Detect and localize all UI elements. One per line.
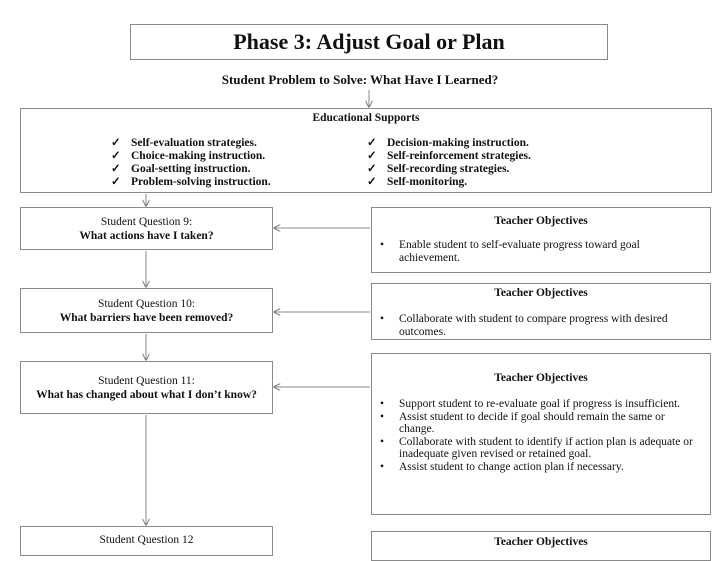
student-question-10 (20, 288, 273, 333)
bullet-icon: • (380, 410, 385, 423)
question-text: What has changed about what I don’t know? (36, 388, 257, 401)
supports-list-right (367, 137, 531, 189)
support-item: ✓ Decision-making instruction. (367, 137, 529, 149)
check-icon: ✓ (111, 137, 121, 149)
check-icon: ✓ (111, 176, 121, 188)
bullet-icon: • (380, 460, 385, 473)
objective-item: • Collaborate with student to identify if action plan is adequate or inadequate given revised or retained goal. (380, 435, 693, 460)
objectives-title: Teacher Objectives (494, 215, 588, 227)
question-label: Student Question 11: (98, 374, 195, 387)
supports-title: Educational Supports (312, 112, 420, 124)
support-item: ✓ Self-reinforcement strategies. (367, 150, 531, 162)
question-label: Student Question 9: (100, 215, 193, 228)
objectives-title: Teacher Objectives (494, 372, 588, 384)
student-question-11 (20, 361, 273, 414)
support-item: ✓ Problem-solving instruction. (111, 176, 271, 188)
bullet-icon: • (380, 435, 385, 448)
student-question-9 (20, 207, 273, 250)
objectives-list (372, 239, 710, 264)
teacher-objectives-1 (371, 207, 711, 273)
support-item: ✓ Choice-making instruction. (111, 150, 266, 162)
question-label: Student Question 12 (99, 534, 194, 546)
check-icon: ✓ (367, 137, 377, 149)
check-icon: ✓ (367, 176, 377, 188)
objective-item: • Enable student to self-evaluate progress toward goal achievement. (380, 239, 640, 264)
objective-item: • Collaborate with student to compare progress with desired outcomes. (380, 313, 668, 338)
bullet-icon: • (380, 313, 385, 325)
teacher-objectives-2 (371, 283, 711, 340)
educational-supports-box (20, 108, 712, 193)
question-text: What barriers have been removed? (59, 311, 234, 324)
objectives-title: Teacher Objectives (494, 287, 588, 299)
objective-item: • Assist student to change action plan if necessary. (380, 460, 624, 473)
bullet-icon: • (380, 398, 385, 410)
objective-item: • Assist student to decide if goal should remain the same or change. (380, 410, 665, 435)
teacher-objectives-4 (371, 531, 711, 561)
support-item: ✓ Self-evaluation strategies. (111, 137, 257, 149)
teacher-objectives-3 (371, 353, 711, 515)
support-item: ✓ Self-monitoring. (367, 176, 468, 188)
question-text: What actions have I taken? (79, 229, 214, 242)
check-icon: ✓ (367, 150, 377, 162)
objectives-title: Teacher Objectives (494, 536, 588, 548)
objectives-list (372, 398, 710, 473)
student-problem: Student Problem to Solve: What Have I Learned? (221, 72, 499, 87)
objectives-list (372, 313, 710, 338)
phase-title: Phase 3: Adjust Goal or Plan (130, 24, 608, 60)
check-icon: ✓ (367, 163, 377, 175)
support-item: ✓ Self-recording strategies. (367, 163, 510, 175)
check-icon: ✓ (111, 150, 121, 162)
student-question-12 (20, 526, 273, 556)
question-label: Student Question 10: (97, 297, 196, 310)
supports-list-left (111, 137, 271, 189)
bullet-icon: • (380, 239, 385, 251)
objective-item: • Support student to re-evaluate goal if progress is insufficient. (380, 398, 681, 410)
check-icon: ✓ (111, 163, 121, 175)
support-item: ✓ Goal-setting instruction. (111, 163, 251, 175)
